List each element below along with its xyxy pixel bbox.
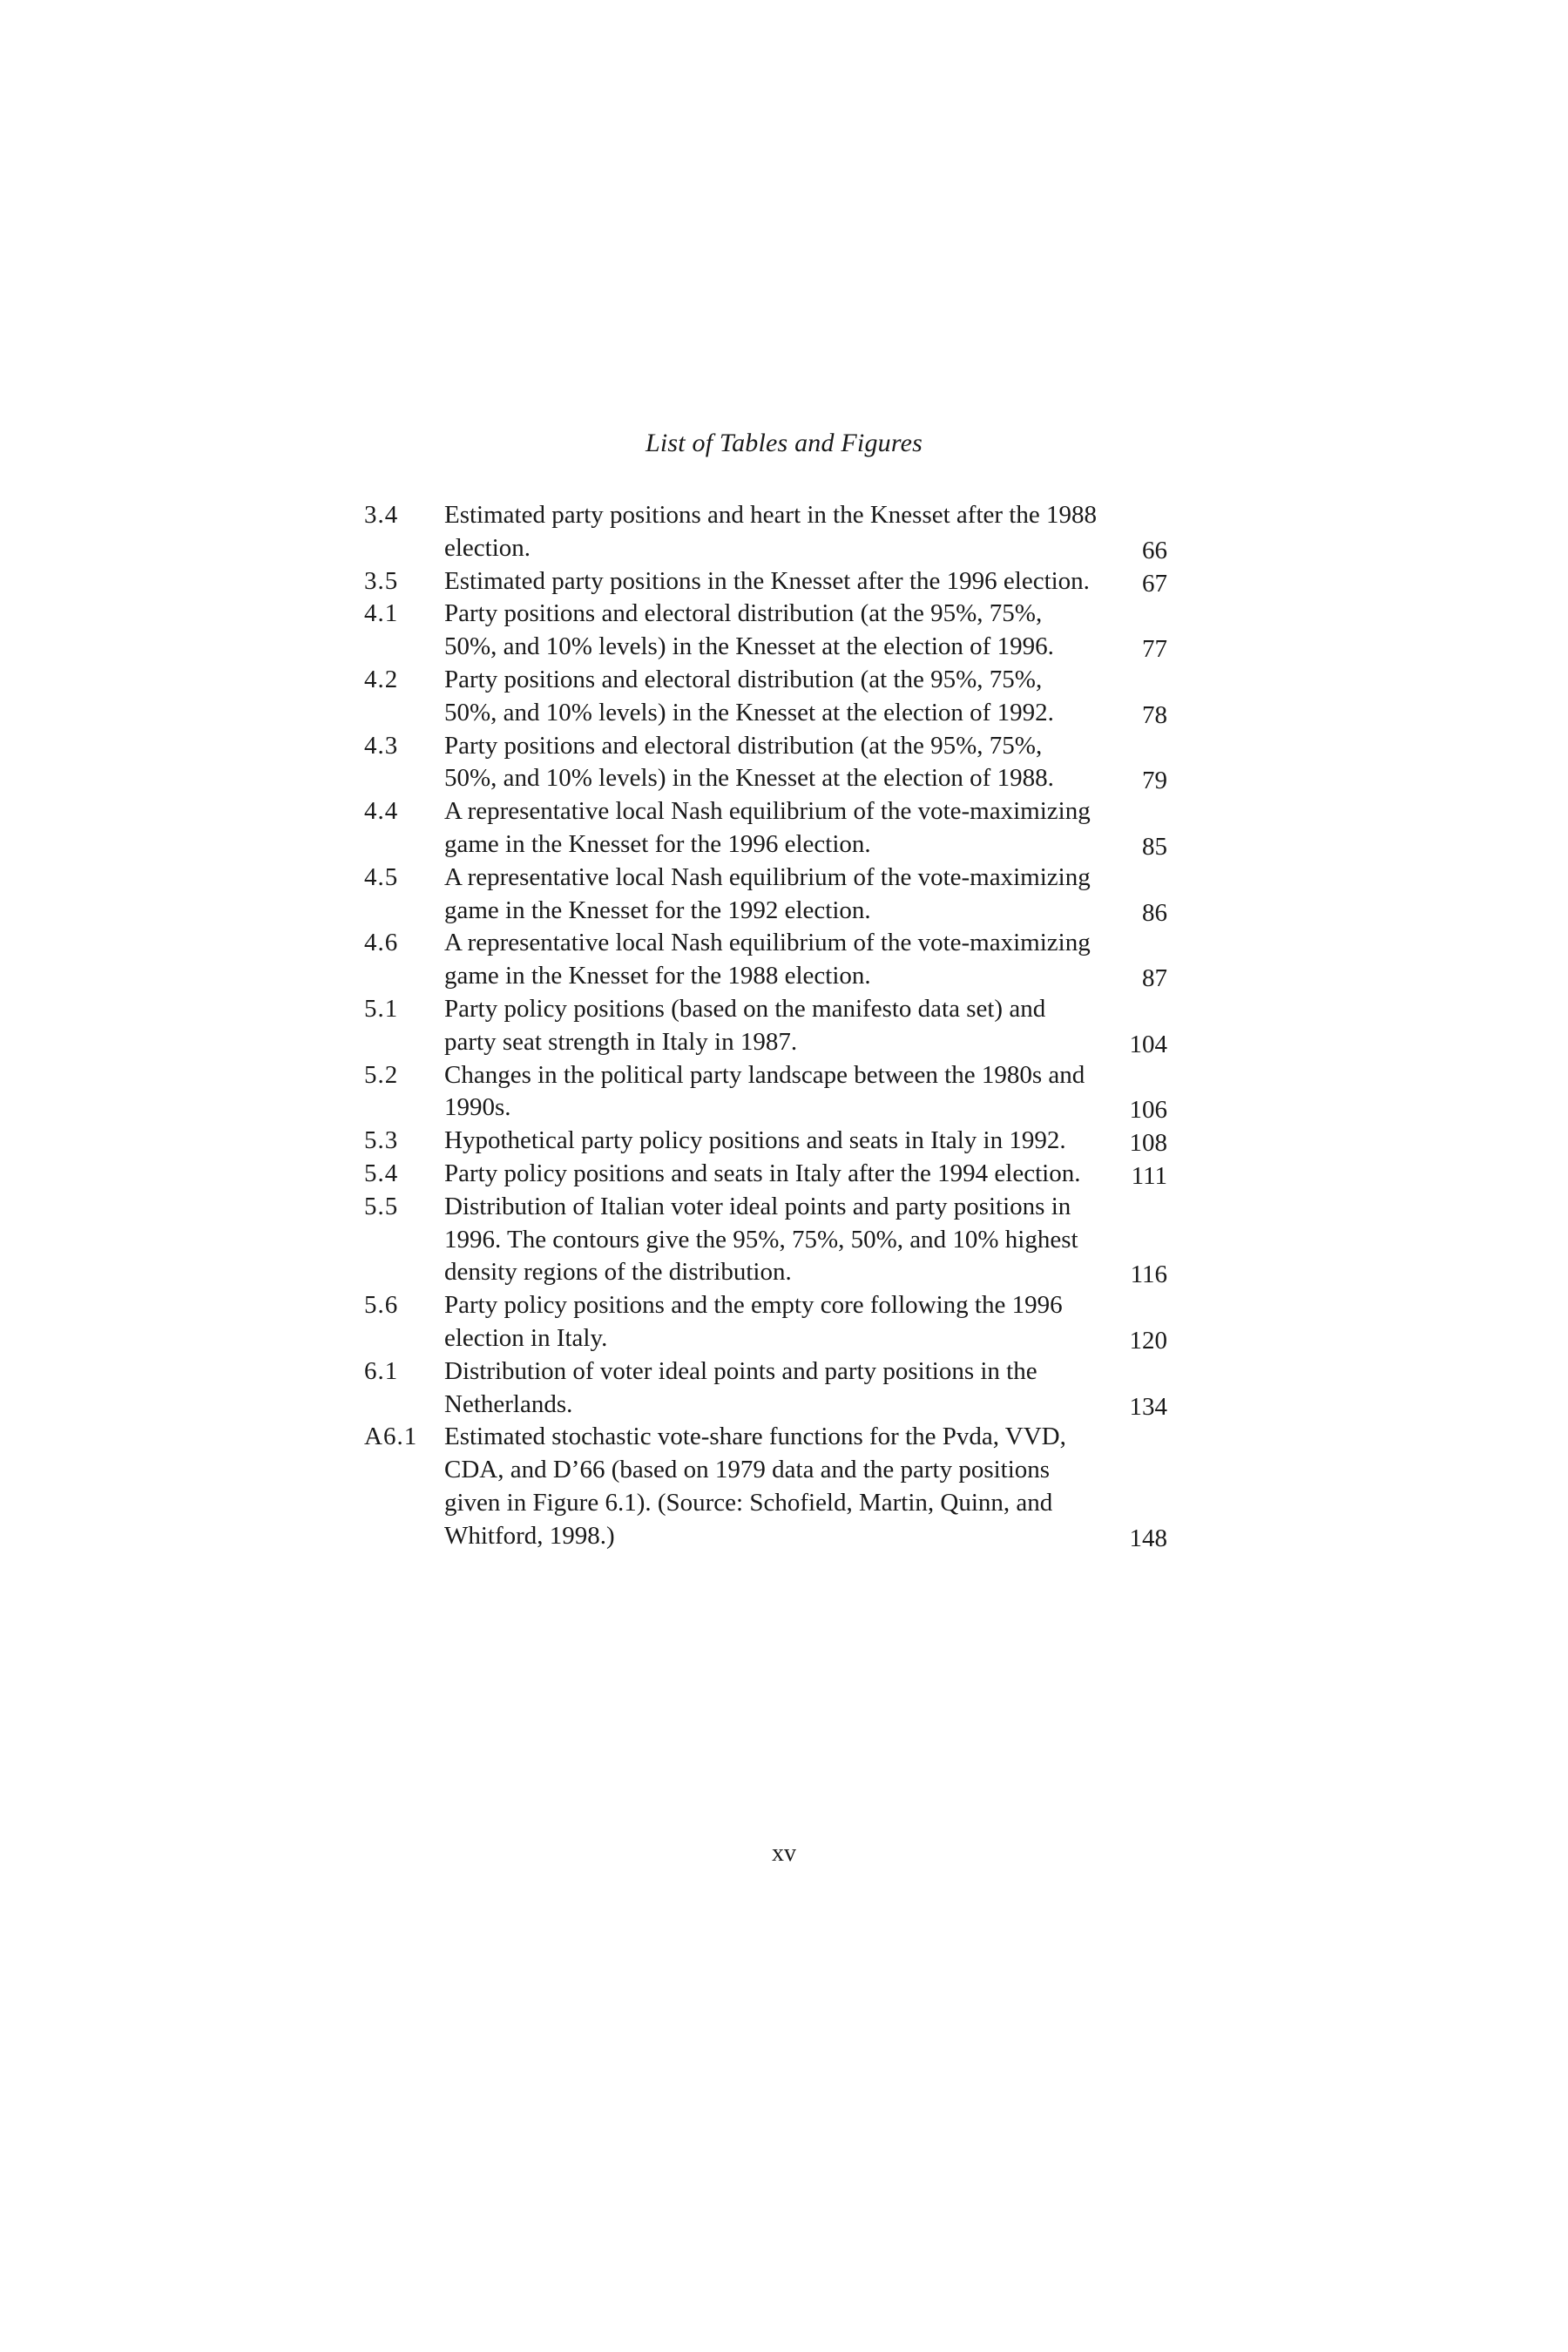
entry-title: Party positions and electoral distribution (at the 95%, 75%, 50%, and 10% levels) in the Knesset at the election of 1996. xyxy=(444,599,1054,661)
toc-entry-5-6 xyxy=(364,1289,1167,1355)
toc-entry-5-4 xyxy=(364,1158,1167,1191)
toc-entry-5-5 xyxy=(364,1191,1167,1289)
entry-page: 106 xyxy=(1129,1096,1167,1125)
running-head: List of Tables and Figures xyxy=(645,429,923,457)
entry-number: 4.5 xyxy=(364,862,399,891)
entry-number: 3.4 xyxy=(364,501,399,529)
entry-title: A representative local Nash equilibrium of the vote-maximizing game in the Knesset for the 1996 election. xyxy=(444,797,1091,858)
toc-entry-4-6 xyxy=(364,927,1167,993)
entry-number: A6.1 xyxy=(364,1423,418,1451)
toc-entry-5-1 xyxy=(364,993,1167,1059)
toc-entry-3-5 xyxy=(364,565,1167,598)
entry-title: Estimated party positions and heart in the Knesset after the 1988 election. xyxy=(444,501,1097,562)
entry-title: Party positions and electoral distribution (at the 95%, 75%, 50%, and 10% levels) in the Knesset at the election of 1992. xyxy=(444,665,1054,727)
entry-page: 78 xyxy=(1142,700,1167,729)
list-of-figures xyxy=(364,499,1167,1553)
entry-title: A representative local Nash equilibrium of the vote-maximizing game in the Knesset for the 1988 election. xyxy=(444,929,1091,990)
entry-page: 86 xyxy=(1142,898,1167,927)
entry-title: Party policy positions and the empty core following the 1996 election in Italy. xyxy=(444,1291,1063,1352)
entry-title: Estimated stochastic vote-share functions for the Pvda, VVD, CDA, and D’66 (based on 1979 data and the party positions given in Figure 6.1). (Source: Schofield, Martin, Quinn, and Whitford, 1998.) xyxy=(444,1423,1066,1550)
entry-number: 5.4 xyxy=(364,1159,399,1187)
entry-page: 104 xyxy=(1129,1030,1167,1058)
entry-number: 5.6 xyxy=(364,1291,399,1320)
entry-number: 4.1 xyxy=(364,599,399,628)
entry-number: 4.6 xyxy=(364,929,399,957)
entry-page: 66 xyxy=(1142,536,1167,564)
entry-title: Changes in the political party landscape between the 1980s and 1990s. xyxy=(444,1060,1085,1122)
entry-number: 4.2 xyxy=(364,665,399,693)
entry-number: 3.5 xyxy=(364,566,399,595)
entry-title: Distribution of Italian voter ideal points and party positions in 1996. The contours give the 95%, 75%, 50%, and 10% highest density regions of the distribution. xyxy=(444,1192,1078,1287)
entry-page: 79 xyxy=(1142,767,1167,795)
entry-title: Party policy positions (based on the manifesto data set) and party seat strength in Italy in 1987. xyxy=(444,994,1046,1056)
entry-page: 148 xyxy=(1129,1524,1167,1552)
page-folio: xv xyxy=(772,1840,796,1867)
toc-entry-4-2 xyxy=(364,664,1167,730)
entry-number: 5.3 xyxy=(364,1126,399,1155)
entry-number: 6.1 xyxy=(364,1356,399,1385)
entry-number: 5.5 xyxy=(364,1192,399,1220)
entry-title: Hypothetical party policy positions and seats in Italy in 1992. xyxy=(444,1126,1066,1155)
toc-entry-5-2 xyxy=(364,1059,1167,1125)
entry-title: Party policy positions and seats in Italy after the 1994 election. xyxy=(444,1159,1081,1187)
toc-entry-6-1 xyxy=(364,1355,1167,1422)
entry-page: 67 xyxy=(1142,569,1167,598)
entry-page: 108 xyxy=(1129,1129,1167,1158)
entry-page: 134 xyxy=(1129,1392,1167,1421)
entry-title: A representative local Nash equilibrium of the vote-maximizing game in the Knesset for the 1992 election. xyxy=(444,862,1091,924)
entry-page: 111 xyxy=(1131,1161,1167,1190)
toc-entry-4-5 xyxy=(364,862,1167,928)
entry-page: 116 xyxy=(1130,1260,1167,1289)
entry-page: 87 xyxy=(1142,964,1167,993)
toc-entry-3-4 xyxy=(364,499,1167,565)
toc-entry-4-1 xyxy=(364,598,1167,664)
entry-page: 77 xyxy=(1142,635,1167,664)
toc-entry-5-3 xyxy=(364,1125,1167,1158)
entry-title: Estimated party positions in the Knesset after the 1996 election. xyxy=(444,566,1090,595)
entry-page: 120 xyxy=(1129,1326,1167,1355)
toc-entry-4-3 xyxy=(364,730,1167,796)
toc-entry-4-4 xyxy=(364,795,1167,862)
entry-number: 4.4 xyxy=(364,797,399,826)
toc-entry-a6-1 xyxy=(364,1421,1167,1552)
entry-page: 85 xyxy=(1142,832,1167,861)
entry-title: Party positions and electoral distribution (at the 95%, 75%, 50%, and 10% levels) in the Knesset at the election of 1988. xyxy=(444,731,1054,793)
entry-number: 5.2 xyxy=(364,1060,399,1089)
entry-number: 5.1 xyxy=(364,994,399,1023)
entry-number: 4.3 xyxy=(364,731,399,760)
entry-title: Distribution of voter ideal points and party positions in the Netherlands. xyxy=(444,1356,1037,1418)
